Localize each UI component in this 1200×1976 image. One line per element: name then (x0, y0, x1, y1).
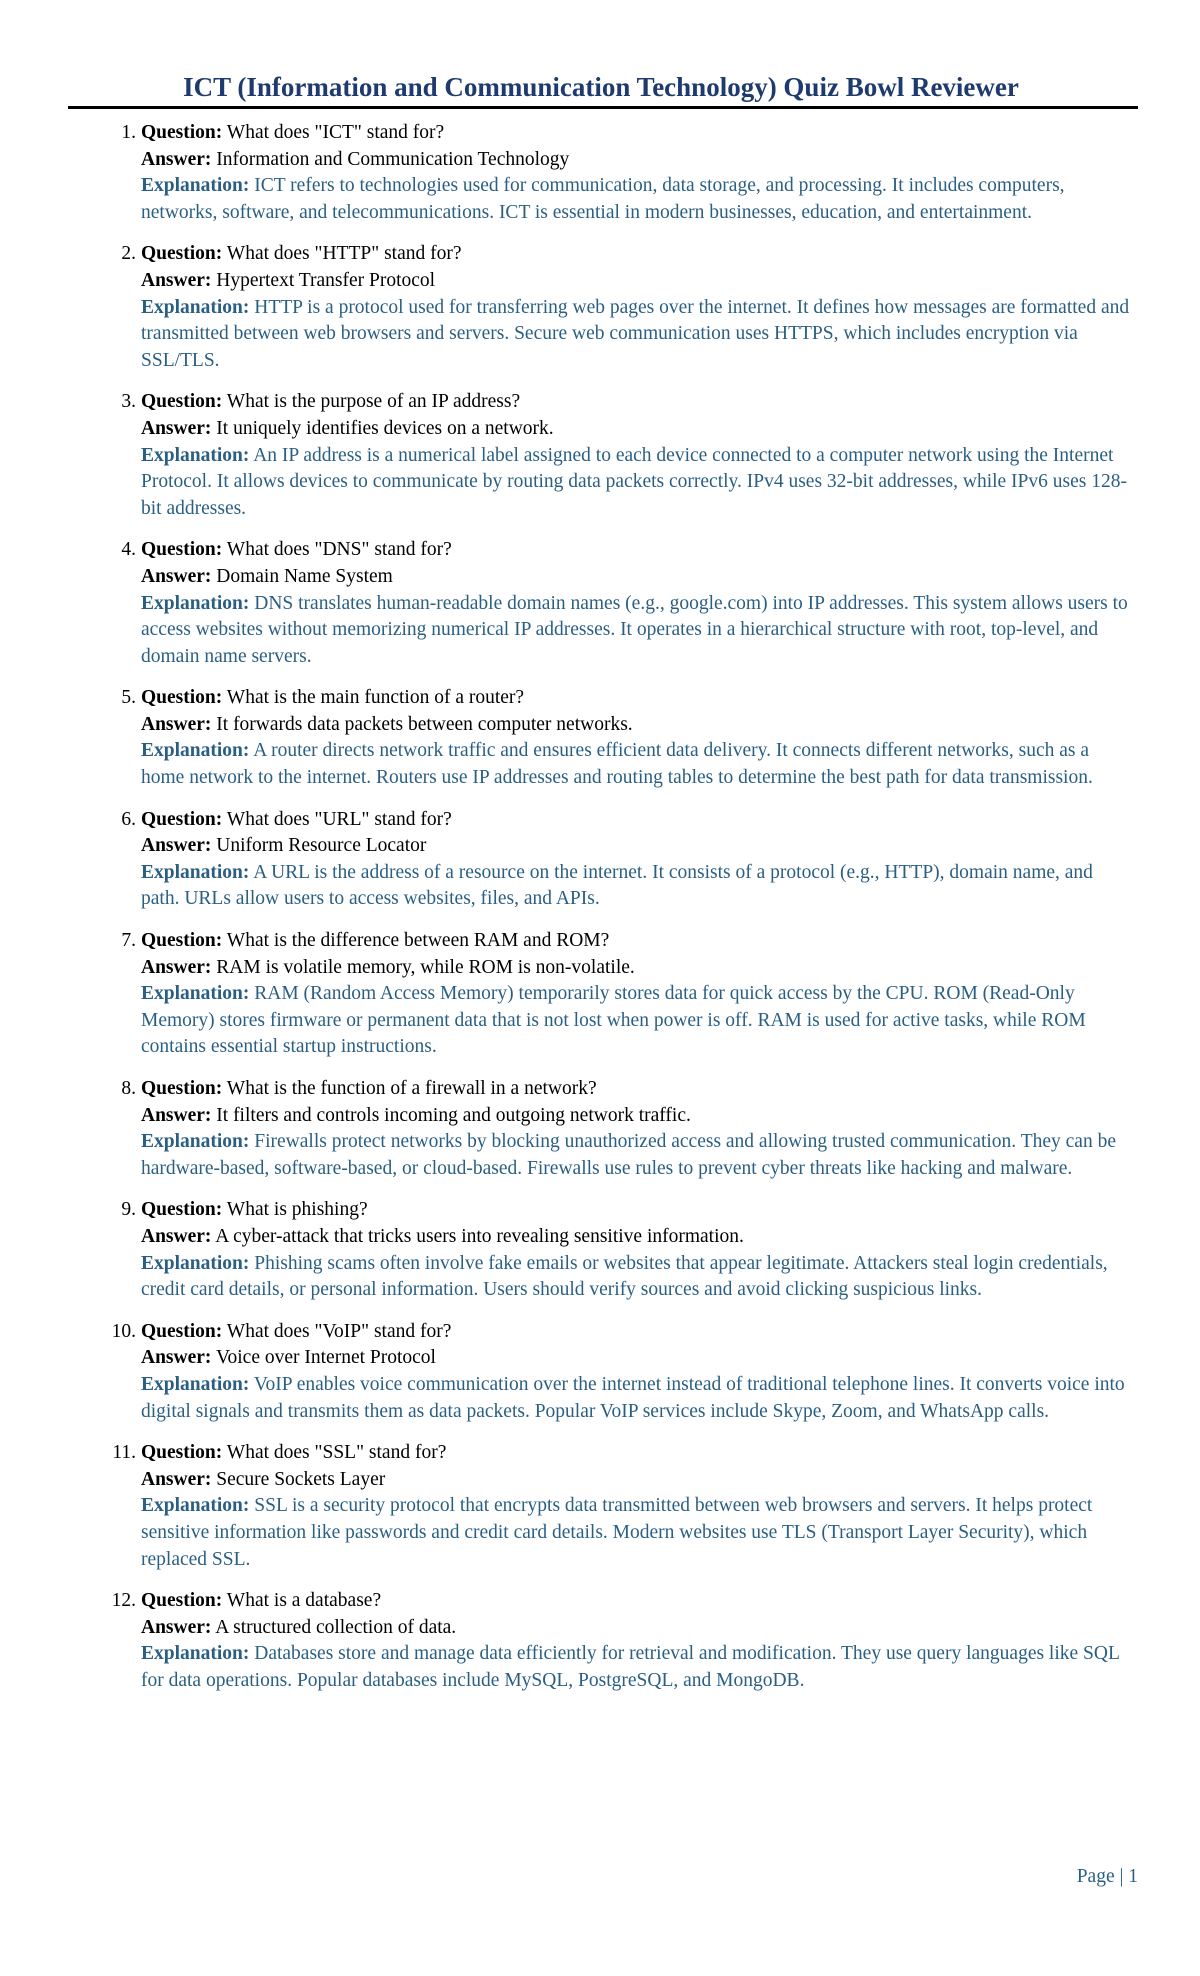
question-item (0, 807, 1136, 913)
answer-line (141, 712, 1136, 739)
question-number: 10. (111, 1320, 136, 1342)
question-label: Question: (141, 1442, 223, 1464)
question-number: 11. (112, 1442, 136, 1464)
question-list (0, 120, 1200, 1709)
explanation-line (141, 443, 1136, 523)
answer-line (141, 1615, 1136, 1642)
question-line (141, 685, 1136, 712)
explanation-line (141, 1493, 1136, 1573)
explanation-line (141, 1641, 1136, 1694)
answer-line (141, 416, 1136, 443)
page-label: Page (1076, 1866, 1115, 1887)
question-number: 7. (121, 930, 136, 952)
answer-line (141, 1224, 1136, 1251)
answer-line (141, 833, 1136, 860)
question-text: What does "HTTP" stand for? (226, 243, 462, 265)
explanation-text: Databases store and manage data efficiently for retrieval and modification. They use query languages like SQL for data operations. Popular databases include MySQL, PostgreSQL, and MongoDB. (141, 1643, 1120, 1691)
explanation-line (141, 1129, 1136, 1182)
question-item (0, 1440, 1136, 1573)
question-number: 2. (121, 243, 136, 265)
question-label: Question: (141, 539, 223, 561)
answer-label: Answer: (141, 565, 212, 587)
question-line (141, 389, 1136, 416)
answer-text: It filters and controls incoming and outgoing network traffic. (216, 1104, 691, 1126)
explanation-text: VoIP enables voice communication over the internet instead of traditional telephone lines. It converts voice into digital signals and transmits them as data packets. Popular VoIP services include Skype, Zoom, and WhatsApp calls. (141, 1373, 1125, 1422)
question-item (0, 241, 1136, 374)
question-text: What does "URL" stand for? (226, 808, 452, 830)
answer-label: Answer: (141, 956, 212, 978)
explanation-text: An IP address is a numerical label assigned to each device connected to a computer network using the Internet Protocol. It allows devices to communicate by routing data packets correctly. IPv4 uses 32-bit addresses, while IPv6 uses 128-bit addresses. (141, 444, 1127, 519)
question-number: 9. (121, 1199, 136, 1221)
explanation-line (141, 591, 1136, 671)
question-line (141, 120, 1136, 147)
answer-label: Answer: (141, 1468, 212, 1490)
answer-text: It forwards data packets between computer networks. (216, 713, 633, 735)
question-line (141, 807, 1136, 834)
explanation-label: Explanation: (141, 592, 250, 614)
question-number: 6. (121, 808, 136, 830)
question-line (141, 1197, 1136, 1224)
answer-text: Domain Name System (216, 565, 393, 587)
title-underline (68, 106, 1138, 109)
answer-line (141, 268, 1136, 295)
question-number: 5. (121, 687, 136, 709)
question-label: Question: (141, 1199, 223, 1221)
answer-line (141, 1103, 1136, 1130)
question-number: 1. (121, 122, 136, 143)
page-separator: | (1119, 1866, 1124, 1887)
question-item (0, 1076, 1136, 1182)
question-number: 12. (111, 1590, 136, 1612)
explanation-label: Explanation: (141, 175, 250, 197)
explanation-label: Explanation: (141, 1252, 250, 1274)
answer-text: A cyber-attack that tricks users into revealing sensitive information. (215, 1225, 744, 1247)
answer-line (141, 564, 1136, 591)
question-text: What does "VoIP" stand for? (226, 1320, 452, 1342)
answer-text: RAM is volatile memory, while ROM is non-volatile. (216, 956, 635, 978)
question-item (0, 928, 1136, 1061)
question-number: 4. (121, 539, 136, 561)
explanation-label: Explanation: (141, 983, 250, 1005)
question-label: Question: (141, 808, 223, 830)
answer-label: Answer: (141, 1104, 212, 1126)
question-line (141, 1319, 1136, 1346)
question-label: Question: (141, 1320, 223, 1342)
question-text: What is a database? (226, 1590, 382, 1612)
explanation-text: ICT refers to technologies used for communication, data storage, and processing. It includes computers, networks, software, and telecommunications. ICT is essential in modern businesses, education, and entertainment. (141, 175, 1065, 223)
question-label: Question: (141, 122, 223, 143)
question-item (0, 1319, 1136, 1425)
explanation-text: DNS translates human-readable domain names (e.g., google.com) into IP addresses. This system allows users to access websites without memorizing numerical IP addresses. It operates in a hierarchical structure with root, top-level, and domain name servers. (141, 592, 1128, 667)
explanation-label: Explanation: (141, 444, 250, 466)
question-number: 3. (121, 391, 136, 413)
answer-label: Answer: (141, 835, 212, 857)
question-item (0, 389, 1136, 522)
explanation-text: Phishing scams often involve fake emails or websites that appear legitimate. Attackers steal login credentials, credit card details, or personal information. Users should verify sources and avoid clicking suspicious links. (141, 1252, 1108, 1301)
explanation-line (141, 295, 1136, 375)
question-label: Question: (141, 687, 223, 709)
explanation-text: A URL is the address of a resource on the internet. It consists of a protocol (e.g., HTTP), domain name, and path. URLs allow users to access websites, files, and APIs. (141, 861, 1093, 910)
explanation-line (141, 738, 1136, 791)
explanation-label: Explanation: (141, 1373, 250, 1395)
question-line (141, 537, 1136, 564)
explanation-label: Explanation: (141, 1495, 250, 1517)
question-text: What is the purpose of an IP address? (226, 391, 521, 413)
page-number: 1 (1128, 1866, 1138, 1887)
answer-text: It uniquely identifies devices on a network. (216, 417, 554, 439)
question-item (0, 537, 1136, 670)
explanation-text: A router directs network traffic and ensures efficient data delivery. It connects different networks, such as a home network to the internet. Routers use IP addresses and routing tables to determine the best path for data transmission. (141, 740, 1093, 789)
question-text: What is the difference between RAM and ROM? (226, 930, 610, 952)
explanation-line (141, 173, 1136, 226)
question-text: What does "DNS" stand for? (226, 539, 452, 561)
answer-text: A structured collection of data. (215, 1616, 457, 1638)
answer-text: Secure Sockets Layer (216, 1468, 386, 1490)
explanation-text: HTTP is a protocol used for transferring web pages over the internet. It defines how messages are formatted and transmitted between web browsers and servers. Secure web communication uses HTTPS, which includes encryption via SSL/TLS. (141, 296, 1130, 371)
page-footer (1077, 1864, 1138, 1890)
explanation-text: SSL is a security protocol that encrypts data transmitted between web browsers and servers. It helps protect sensitive information like passwords and credit card details. Modern websites use TLS (Transport Layer Security), which replaced SSL. (141, 1495, 1093, 1570)
answer-text: Uniform Resource Locator (216, 835, 427, 857)
explanation-label: Explanation: (141, 296, 250, 318)
question-line (141, 928, 1136, 955)
question-label: Question: (141, 243, 223, 265)
question-item (0, 120, 1136, 226)
explanation-line (141, 860, 1136, 913)
answer-label: Answer: (141, 148, 212, 170)
explanation-text: RAM (Random Access Memory) temporarily stores data for quick access by the CPU. ROM (Read-Only Memory) stores firmware or permanent data that is not lost when power is off. RAM is used for active tasks, while ROM contains essential startup instructions. (141, 983, 1086, 1058)
answer-label: Answer: (141, 1225, 212, 1247)
answer-label: Answer: (141, 1616, 212, 1638)
question-item (0, 1588, 1136, 1694)
question-label: Question: (141, 930, 223, 952)
explanation-line (141, 981, 1136, 1061)
answer-line (141, 1467, 1136, 1494)
explanation-label: Explanation: (141, 1131, 250, 1153)
question-item (0, 685, 1136, 791)
answer-label: Answer: (141, 713, 212, 735)
answer-line (141, 1345, 1136, 1372)
explanation-label: Explanation: (141, 861, 250, 883)
question-line (141, 1440, 1136, 1467)
question-line (141, 1588, 1136, 1615)
question-line (141, 241, 1136, 268)
explanation-line (141, 1372, 1136, 1425)
answer-label: Answer: (141, 417, 212, 439)
question-label: Question: (141, 1078, 223, 1099)
question-text: What does "ICT" stand for? (226, 122, 445, 143)
answer-text: Voice over Internet Protocol (215, 1347, 436, 1369)
answer-label: Answer: (141, 269, 212, 291)
question-label: Question: (141, 391, 223, 413)
answer-line (141, 955, 1136, 982)
question-text: What is phishing? (226, 1199, 368, 1221)
explanation-label: Explanation: (141, 1643, 250, 1665)
answer-line (141, 147, 1136, 174)
question-number: 8. (121, 1078, 136, 1099)
explanation-text: Firewalls protect networks by blocking unauthorized access and allowing trusted communication. They can be hardware-based, software-based, or cloud-based. Firewalls use rules to prevent cyber threats like hacking and malware. (141, 1131, 1116, 1179)
question-line (141, 1076, 1136, 1103)
answer-label: Answer: (141, 1347, 212, 1369)
question-text: What is the function of a firewall in a network? (226, 1078, 597, 1099)
answer-text: Hypertext Transfer Protocol (216, 269, 436, 291)
question-item (0, 1197, 1136, 1303)
question-text: What does "SSL" stand for? (226, 1442, 447, 1464)
document-title: ICT (Information and Communication Technology) Quiz Bowl Reviewer (183, 72, 1019, 102)
answer-text: Information and Communication Technology (216, 148, 570, 170)
question-text: What is the main function of a router? (226, 687, 525, 709)
question-label: Question: (141, 1590, 223, 1612)
explanation-line (141, 1251, 1136, 1304)
explanation-label: Explanation: (141, 740, 250, 762)
